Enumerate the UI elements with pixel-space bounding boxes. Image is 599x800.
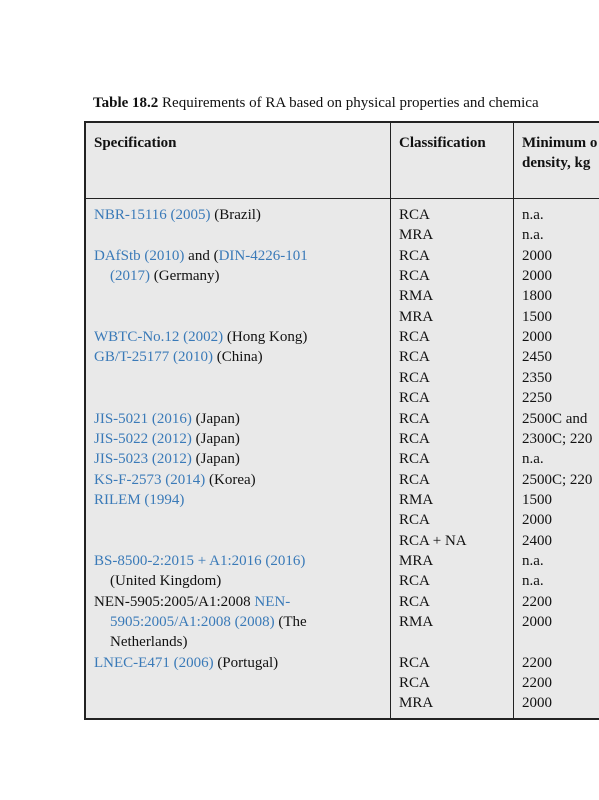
specification-text: Netherlands)	[110, 634, 188, 651]
specification-text: (Hong Kong)	[223, 329, 308, 346]
specification-text: (Japan)	[191, 451, 240, 468]
specification-cell	[110, 612, 307, 632]
density-cell: 2300C; 220	[522, 430, 593, 447]
reference-link[interactable]: WBTC-No.12 (2002)	[94, 329, 224, 346]
reference-link[interactable]: RILEM (1994)	[94, 491, 185, 508]
density-cell: 2500C and	[522, 410, 588, 427]
density-cell: 2000	[522, 329, 552, 346]
classification-cell: RCA	[399, 410, 430, 427]
classification-cell: MRA	[399, 552, 434, 569]
density-cell: n.a.	[522, 552, 544, 569]
density-cell: 2000	[522, 695, 552, 712]
density-cell: 2200	[522, 654, 552, 671]
reference-link[interactable]: 5905:2005/A1:2008 (2008)	[110, 614, 275, 630]
classification-cell: RCA	[399, 451, 430, 468]
classification-cell: RCA	[399, 573, 430, 590]
specification-cell	[94, 470, 256, 490]
classification-cell: RMA	[399, 491, 434, 508]
specification-cell	[94, 429, 240, 449]
specification-text: (Korea)	[205, 471, 256, 488]
reference-link[interactable]: DAfStb (2010)	[94, 247, 185, 264]
header-classification: Classification	[399, 135, 486, 151]
specification-cell	[94, 449, 240, 469]
specification-cell	[94, 327, 307, 347]
reference-link[interactable]: JIS-5022 (2012)	[94, 430, 192, 447]
specification-cell	[110, 571, 221, 591]
specification-cell	[110, 632, 187, 652]
reference-link[interactable]: JIS-5023 (2012)	[94, 451, 192, 468]
table-caption	[93, 95, 539, 112]
density-cell: n.a.	[522, 227, 544, 244]
specification-cell	[94, 490, 184, 510]
density-cell: 2000	[522, 268, 552, 285]
density-cell: 2500C; 220	[522, 471, 593, 488]
reference-link[interactable]: GB/T-25177 (2010)	[94, 349, 214, 366]
reference-link[interactable]: NEN-	[254, 593, 291, 610]
header-divider	[84, 198, 599, 199]
specification-text: and (	[184, 247, 219, 264]
specification-cell	[94, 653, 278, 673]
classification-cell: RCA	[399, 349, 430, 366]
specification-cell	[94, 347, 263, 367]
specification-cell	[94, 592, 290, 612]
classification-cell: RMA	[399, 288, 434, 305]
classification-cell: MRA	[399, 308, 434, 325]
classification-cell: MRA	[399, 695, 434, 712]
classification-cell: RCA	[399, 390, 430, 407]
classification-cell: RCA	[399, 675, 430, 692]
reference-link[interactable]: DIN-4226-101	[218, 247, 308, 264]
specification-text: (The	[274, 614, 307, 630]
density-cell: n.a.	[522, 451, 544, 468]
header-min-density-line2: density, kg	[522, 155, 591, 171]
reference-link[interactable]: NBR-15116 (2005)	[94, 207, 211, 223]
density-cell: 2350	[522, 369, 552, 386]
classification-cell: RCA	[399, 329, 430, 346]
classification-cell: RCA	[399, 430, 430, 447]
density-cell: 2250	[522, 390, 552, 407]
density-cell: 2200	[522, 675, 552, 692]
reference-link[interactable]: LNEC-E471 (2006)	[94, 654, 214, 671]
specification-cell	[94, 246, 308, 266]
classification-cell: RCA	[399, 247, 430, 264]
reference-link[interactable]: (2017)	[110, 268, 150, 285]
column-divider	[513, 121, 514, 720]
specification-text: (Japan)	[191, 430, 240, 447]
density-cell: 1800	[522, 288, 552, 305]
specification-text: (Japan)	[191, 410, 240, 427]
classification-cell: RCA	[399, 268, 430, 285]
density-cell: 2450	[522, 349, 552, 366]
density-cell: 1500	[522, 491, 552, 508]
specification-cell	[110, 266, 220, 286]
classification-cell: RCA	[399, 593, 430, 610]
reference-link[interactable]: JIS-5021 (2016)	[94, 410, 192, 427]
classification-cell: RCA	[399, 369, 430, 386]
density-cell: 2000	[522, 247, 552, 264]
reference-link[interactable]: BS-8500-2:2015 + A1:2016 (2016)	[94, 552, 306, 569]
specification-cell	[94, 409, 240, 429]
specification-text: (Germany)	[150, 268, 220, 285]
density-cell: n.a.	[522, 573, 544, 590]
specification-text: (China)	[213, 349, 263, 366]
classification-cell: MRA	[399, 227, 434, 244]
density-cell: 2000	[522, 614, 552, 630]
specification-text: (United Kingdom)	[110, 573, 222, 590]
specification-cell	[94, 205, 261, 225]
header-min-density	[522, 133, 597, 173]
density-cell: 2200	[522, 593, 552, 610]
density-cell: 2000	[522, 512, 552, 529]
specification-text: (Brazil)	[210, 207, 261, 223]
caption-text: Requirements of RA based on physical properties and chemica	[162, 95, 539, 111]
classification-cell: RCA	[399, 471, 430, 488]
reference-link[interactable]: KS-F-2573 (2014)	[94, 471, 206, 488]
header-min-density-line1: Minimum o	[522, 135, 598, 151]
classification-cell: RCA + NA	[399, 532, 467, 549]
caption-label: Table 18.2	[93, 95, 159, 111]
classification-cell: RCA	[399, 654, 430, 671]
classification-cell: RCA	[399, 512, 430, 529]
specification-cell	[94, 551, 305, 571]
specification-text: (Portugal)	[213, 654, 279, 671]
classification-cell: RMA	[399, 614, 434, 630]
header-specification: Specification	[94, 135, 177, 151]
classification-cell: RCA	[399, 207, 430, 223]
density-cell: 2400	[522, 532, 552, 549]
density-cell: n.a.	[522, 207, 544, 223]
specification-text: NEN-5905:2005/A1:2008	[94, 593, 255, 610]
column-divider	[390, 121, 391, 720]
density-cell: 1500	[522, 308, 552, 325]
